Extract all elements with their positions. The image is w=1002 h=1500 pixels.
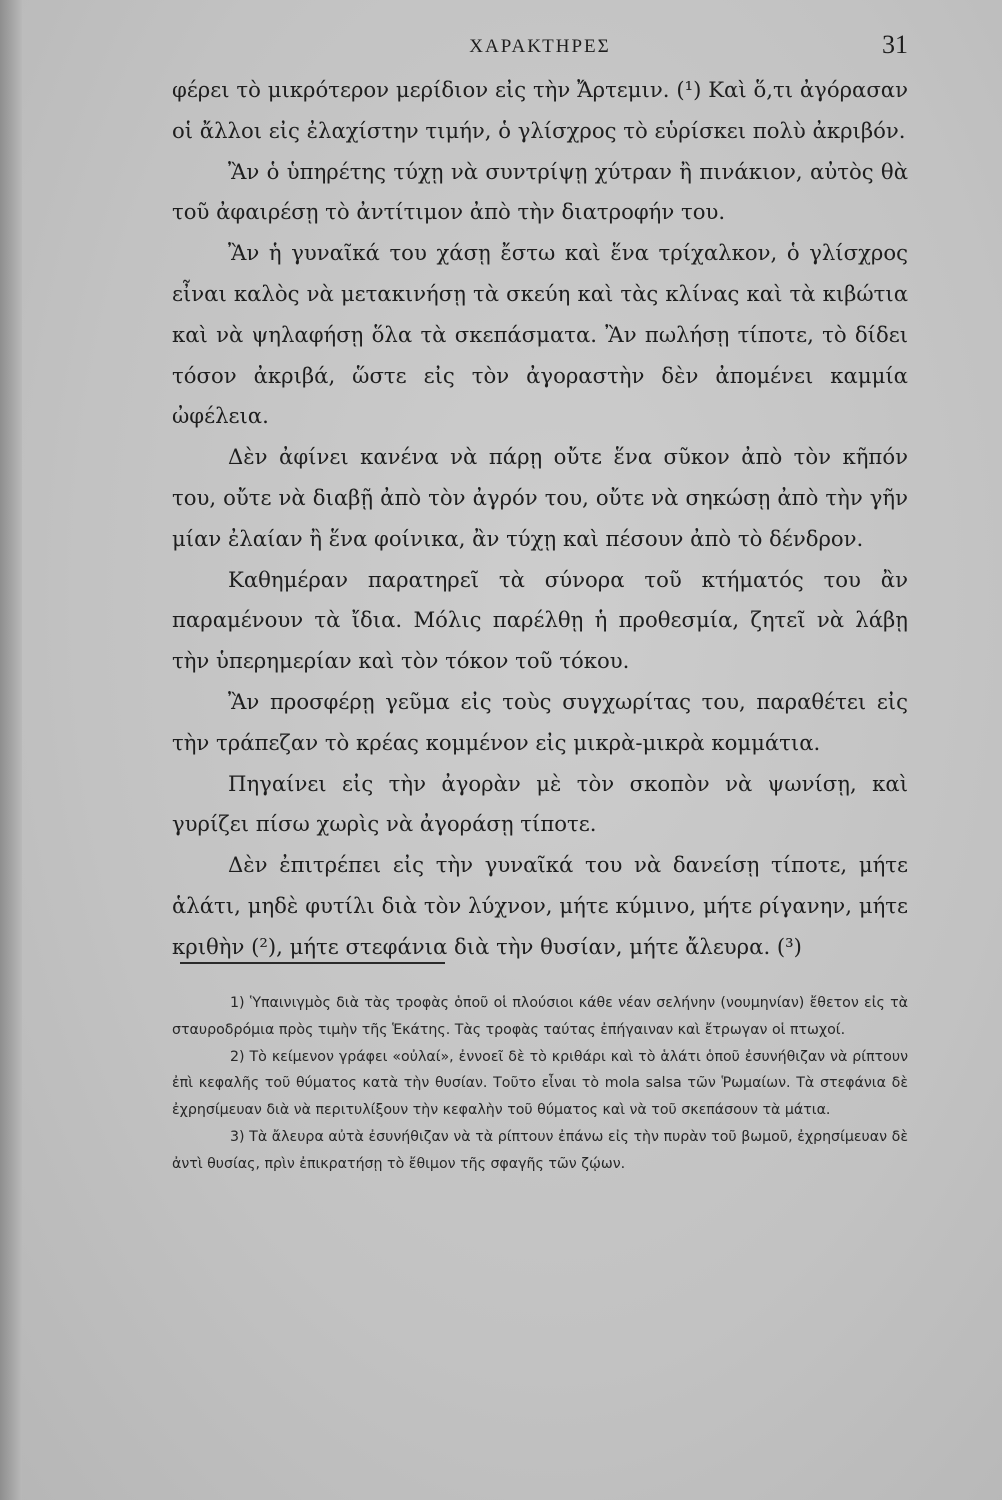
paragraph: Καθημέραν παρατηρεῖ τὰ σύνορα τοῦ κτήματός του ἂν παραμένουν τὰ ἴδια. Μόλις παρέλθῃ ἡ προθεσμία, ζητεῖ νὰ λάβῃ τὴν ὑπερημερίαν καὶ τὸν τόκον τοῦ τόκου. [172,566,908,674]
footnote-separator [180,962,445,964]
page-edge-shadow [0,0,22,1500]
footnote: 3) Τὰ ἄλευρα αὐτὰ ἐσυνήθιζαν νὰ τὰ ρίπτουν ἐπάνω εἰς τὴν πυρὰν τοῦ βωμοῦ, ἐχρησίμευαν δὲ ἀντὶ θυσίας, πρὶν ἐπικρατήσῃ τὸ ἔθιμον τῆς σφαγῆς τῶν ζῴων. [172,1128,908,1172]
footnotes [172,990,908,1178]
footnote: 2) Τὸ κείμενον γράφει «οὐλαί», ἐννοεῖ δὲ τὸ κριθάρι καὶ τὸ ἁλάτι ὁποῦ ἐσυνήθιζαν νὰ ρίπτουν ἐπὶ κεφαλῆς τοῦ θύματος κατὰ τὴν θυσίαν. Τοῦτο εἶναι τὸ mola salsa τῶν Ῥωμαίων. Τὰ στεφάνια δὲ ἐχρησίμευαν διὰ νὰ περιτυλίξουν τὴν κεφαλὴν τοῦ θύματος καὶ νὰ τοῦ σκεπάσουν τὰ μάτια. [172,1048,908,1119]
footnote: 1) Ὑπαινιγμὸς διὰ τὰς τροφὰς ὁποῦ οἱ πλούσιοι κάθε νέαν σελήνην (νουμηνίαν) ἔθετον εἰς τὰ σταυροδρόμια πρὸς τιμὴν τῆς Ἑκάτης. Τὰς τροφὰς ταύτας ἐπήγαιναν καὶ ἔτρωγαν οἱ πτωχοί. [172,995,908,1038]
paragraph: Πηγαίνει εἰς τὴν ἀγορὰν μὲ τὸν σκοπὸν νὰ ψωνίσῃ, καὶ γυρίζει πίσω χωρὶς νὰ ἀγοράσῃ τίποτε. [172,770,908,837]
paragraph: Δὲν ἀφίνει κανένα νὰ πάρῃ οὔτε ἕνα σῦκον ἀπὸ τὸν κῆπόν του, οὔτε νὰ διαβῇ ἀπὸ τὸν ἀγρόν του, οὔτε νὰ σηκώσῃ ἀπὸ τὴν γῆν μίαν ἐλαίαν ἢ ἕνα φοίνικα, ἂν τύχῃ καὶ πέσουν ἀπὸ τὸ δένδρον. [172,444,908,551]
page-number: 31 [882,30,908,59]
paragraph: Ἂν ὁ ὑπηρέτης τύχῃ νὰ συντρίψῃ χύτραν ἢ πινάκιον, αὐτὸς θὰ τοῦ ἀφαιρέσῃ τὸ ἀντίτιμον ἀπὸ τὴν διατροφήν του. [172,158,908,225]
paragraph: Ἂν προσφέρῃ γεῦμα εἰς τοὺς συγχωρίτας του, παραθέτει εἰς τὴν τράπεζαν τὸ κρέας κομμένον εἰς μικρὰ-μικρὰ κομμάτια. [172,688,908,755]
running-title: ΧΑΡΑΚΤΗΡΕΣ [469,36,611,57]
running-head [172,30,908,66]
paragraph: Ἂν ἡ γυναῖκά του χάσῃ ἔστω καὶ ἕνα τρίχαλκον, ὁ γλίσχρος εἶναι καλὸς νὰ μετακινήσῃ τὰ σκεύη καὶ τὰς κλίνας καὶ τὰ κιβώτια καὶ νὰ ψηλαφήσῃ ὅλα τὰ σκεπάσματα. Ἂν πωλήσῃ τίποτε, τὸ δίδει τόσον ἀκριβά, ὥστε εἰς τὸν ἀγοραστὴν δὲν ἀπομένει καμμία ὠφέλεια. [172,240,908,429]
paragraph: Δὲν ἐπιτρέπει εἰς τὴν γυναῖκά του νὰ δανείσῃ τίποτε, μήτε ἁλάτι, μηδὲ φυτίλι διὰ τὸν λύχνον, μήτε κύμινο, μήτε ρίγανην, μήτε κριθὴν (²), μήτε στεφάνια διὰ τὴν θυσίαν, μήτε ἄλευρα. (³) [172,852,908,959]
paragraph-continued: φέρει τὸ μικρότερον μερίδιον εἰς τὴν Ἄρτεμιν. (¹) Καὶ ὅ,τι ἀγόρασαν οἱ ἄλλοι εἰς ἐλαχίστην τιμήν, ὁ γλίσχρος τὸ εὑρίσκει πολὺ ἀκριβόν. [172,77,908,143]
main-text [172,70,908,968]
